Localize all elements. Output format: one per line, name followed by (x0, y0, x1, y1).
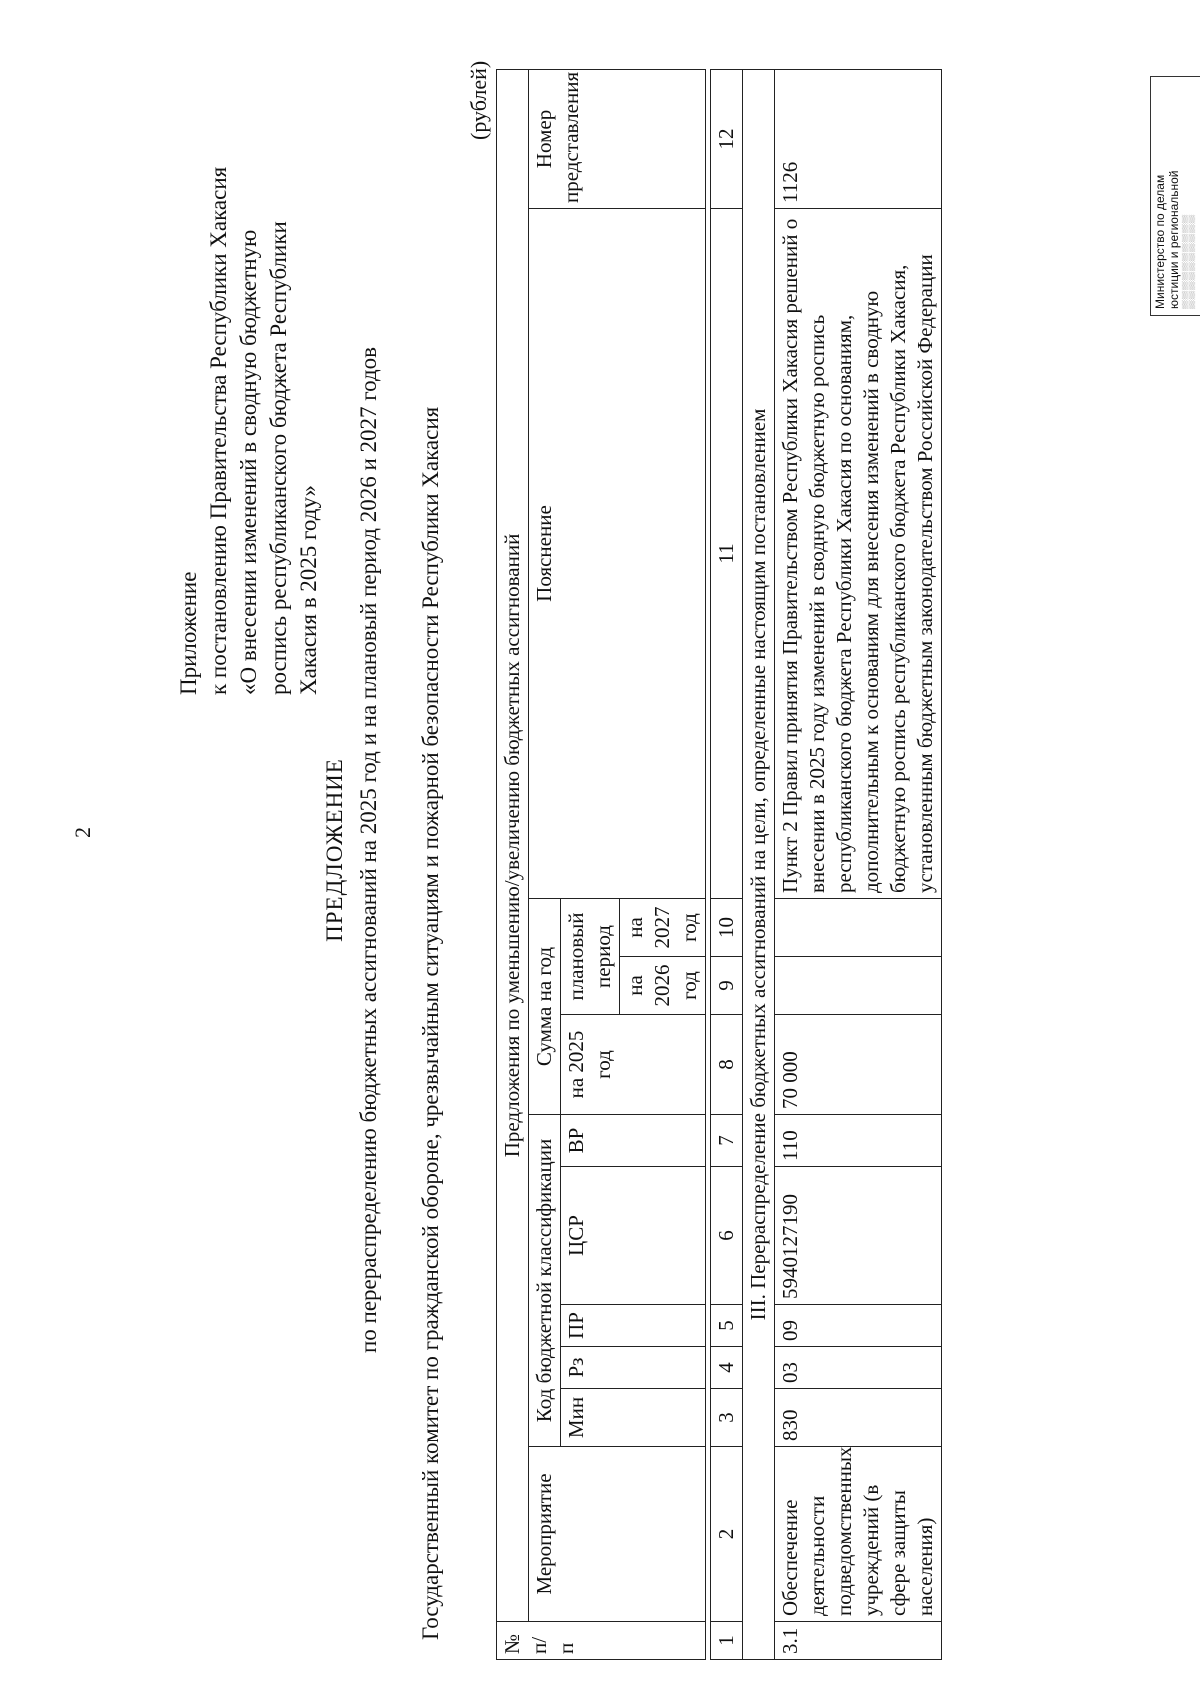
col-number: 4 (711, 1347, 743, 1389)
rotated-page-content (160, 40, 1200, 1660)
header-2027: на 2027 год (620, 899, 706, 957)
appendix-line: роспись республиканского бюджета Республики (266, 221, 291, 695)
section-row (743, 69, 775, 1659)
table-row (775, 69, 942, 1659)
row-min: 830 (775, 1389, 942, 1447)
document-subtitle: по перераспределению бюджетных ассигнований на 2025 год и на плановый период 2026 и 2027 годов (356, 346, 381, 1354)
col-number: 3 (711, 1389, 743, 1447)
section-title: III. Перераспределение бюджетных ассигнований на цели, определенные настоящим постановлением (743, 69, 775, 1659)
col-number: 6 (711, 1167, 743, 1305)
committee-name: Государственный комитет по гражданской обороне, чрезвычайным ситуациям и пожарной безопасности Республики Хакасия (418, 406, 443, 1640)
stamp-line: Министерство по делам (1153, 174, 1167, 309)
appendix-line: к постановлению Правительства Республики Хакасия (206, 166, 231, 695)
header-vr: ВР (561, 1115, 706, 1167)
appendix-line: «О внесении изменений в сводную бюджетную (236, 229, 261, 695)
header-row (497, 69, 529, 1659)
proposal-table (496, 69, 942, 1660)
appendix-line: Приложение (176, 571, 201, 695)
header-plan-period: плановый период (561, 899, 620, 1015)
header-rep-num: Номер представления (529, 69, 706, 208)
col-number: 11 (711, 209, 743, 899)
stamp-faded-text: ▒▒▒▒▒▒▒▒▒▒ (1181, 213, 1195, 309)
row-rz: 03 (775, 1347, 942, 1389)
units-label: (рублей) (466, 60, 491, 140)
col-number: 7 (711, 1115, 743, 1167)
column-number-row (711, 69, 743, 1659)
header-rz: Рз (561, 1347, 706, 1389)
header-sum: Сумма на год (529, 899, 561, 1115)
page-number: 2 (70, 827, 95, 838)
row-num: 3.1 (775, 1622, 942, 1660)
header-proposals: Предложения по уменьшению/увеличению бюджетных ассигнований (497, 69, 529, 1621)
registration-stamp (1150, 76, 1200, 316)
row-csr: 5940127190 (775, 1167, 942, 1305)
header-explanation: Пояснение (529, 209, 706, 899)
stamp-line: юстиции и региональной (1167, 170, 1181, 309)
row-vr: 110 (775, 1115, 942, 1167)
row-sum-2025: 70 000 (775, 1015, 942, 1115)
row-event: Обеспечение деятельности подведомственных учреждений (в сфере защиты населения) (775, 1447, 942, 1622)
col-number: 12 (711, 69, 743, 208)
header-csr: ЦСР (561, 1167, 706, 1305)
header-2025: на 2025 год (561, 1015, 706, 1115)
appendix-line: Хакасия в 2025 году» (296, 484, 321, 695)
row-sum-2027 (775, 899, 942, 957)
col-number: 2 (711, 1447, 743, 1622)
header-row (529, 69, 561, 1659)
col-number: 5 (711, 1305, 743, 1347)
header-pr: ПР (561, 1305, 706, 1347)
row-pr: 09 (775, 1305, 942, 1347)
row-explanation: Пункт 2 Правил принятия Правительством Республики Хакасия решений о внесении в 2025 году изменений в сводную бюджетную роспись республиканского бюджета Республики Хакасия по основаниям, дополнительным к основаниям для внесения изменений в сводную бюджетную роспись республиканского бюджета Республики Хакасия, установленным бюджетным законодательством Российской Федерации (775, 209, 942, 899)
col-number: 1 (711, 1622, 743, 1660)
col-number: 9 (711, 957, 743, 1015)
header-code: Код бюджетной классификации (529, 1115, 561, 1447)
header-2026: на 2026 год (620, 957, 706, 1015)
row-sum-2026 (775, 957, 942, 1015)
row-rep-num: 1126 (775, 69, 942, 208)
col-number: 10 (711, 899, 743, 957)
col-number: 8 (711, 1015, 743, 1115)
header-num: № п/п (497, 1622, 706, 1660)
header-event: Мероприятие (529, 1447, 706, 1622)
appendix-block (174, 55, 324, 695)
header-min: Мин (561, 1389, 706, 1447)
document-title: ПРЕДЛОЖЕНИЕ (322, 758, 347, 942)
